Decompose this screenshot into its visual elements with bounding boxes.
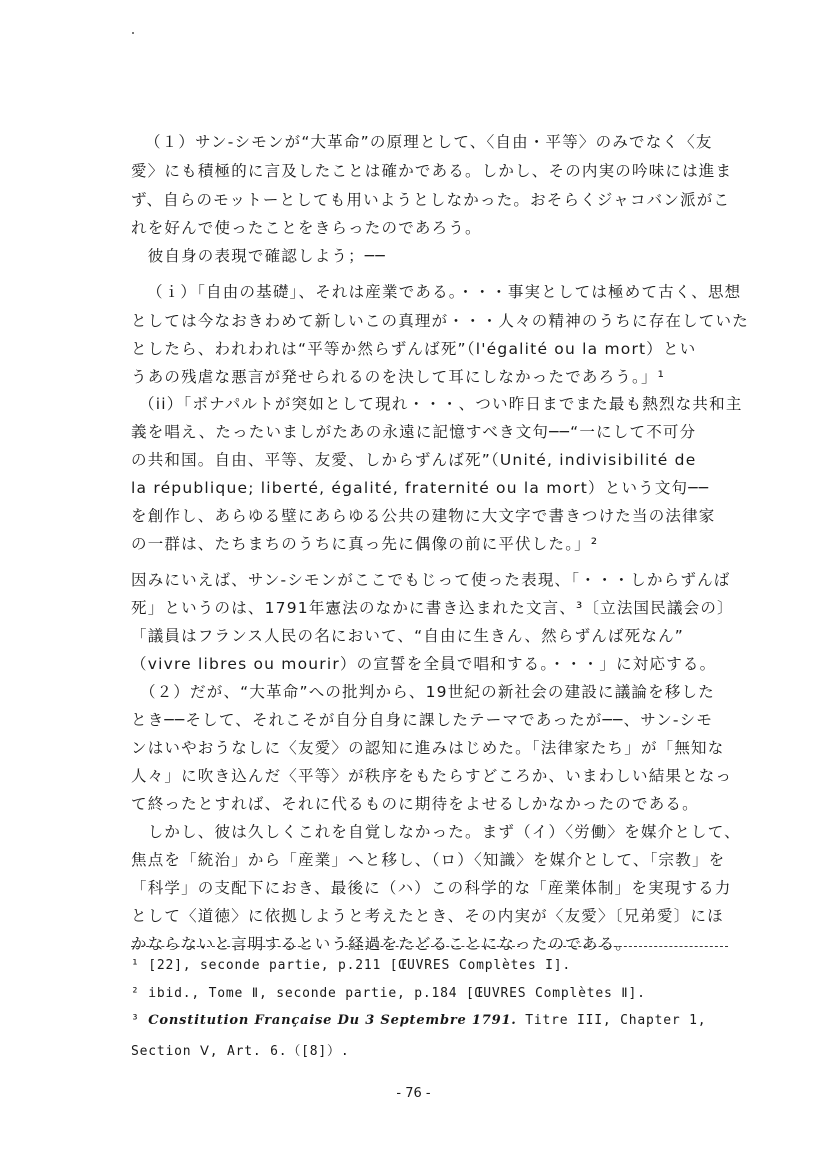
body-line: ず、自らのモットーとしても用いようとしなかった。おそらくジャコバン派がこ xyxy=(131,191,731,209)
body-line: （１）サン-シモンが“大革命”の原理として、〈自由・平等〉のみでなく〈友 xyxy=(145,133,713,151)
quote-line: （ii）「ボナパルトが突如として現れ・・・、つい昨日までまた最も熱烈な共和主 xyxy=(139,395,743,413)
body-line: （vivre libres ou mourir）の宣誓を全員で唱和する。・・・」に対応する。 xyxy=(131,655,717,673)
footnote-2: ² ibid., Tome Ⅱ, seconde partie, p.184 [ŒUVRES Complètes Ⅱ]. xyxy=(131,986,646,1001)
body-line: 人々」に吹き込んだ〈平等〉が秩序をもたらすどころか、いまわしい結果となっ xyxy=(131,767,733,785)
body-line: 「議員はフランス人民の名において、“自由に生きん、然らずんば死なん” xyxy=(131,627,685,645)
body-line: 因みにいえば、サン-シモンがここでもじって使った表現、「・・・しからずんば xyxy=(131,571,731,589)
body-line: て終ったとすれば、それに代るものに期待をよせるしかなかったのである。 xyxy=(131,795,699,813)
body-line: れを好んで使ったことをきらったのであろう。 xyxy=(131,219,482,237)
body-line: 「科学」の支配下におき、最後に（ハ）この科学的な「産業体制」を実現する力 xyxy=(131,879,732,897)
body-line: 死」というのは、1791年憲法のなかに書き込まれた文言、³〔立法国民議会の〕 xyxy=(131,599,734,617)
body-line: 彼自身の表現で確認しよう；── xyxy=(131,247,386,265)
body-line: として〈道徳〉に依拠しようと考えたとき、その内実が〈友愛〉〔兄弟愛〕にほ xyxy=(131,907,724,925)
quote-line: の一群は、たちまちのうちに真っ先に偶像の前に平伏した。」² xyxy=(131,535,599,553)
quote-line: うあの残虐な悪言が発せられるのを決して耳にしなかったであろう。」¹ xyxy=(131,368,666,386)
body-line: しかし、彼は久しくこれを自覚しなかった。まず（イ）〈労働〉を媒介として、 xyxy=(131,823,741,841)
footnote-rule xyxy=(548,946,728,947)
quote-line: la république; liberté, égalité, fraternité ou la mort）という文句── xyxy=(131,479,710,497)
footnote-3-cont: Section Ⅴ, Art. 6.（[8]）. xyxy=(131,1044,350,1059)
quote-line: としては今なおきわめて新しいこの真理が・・・人々の精神のうちに存在していた xyxy=(131,312,749,330)
body-line: とき──そして、それこそが自分自身に課したテーマであったが──、サン-シモ xyxy=(131,711,714,729)
footnote-3-title: Constitution Française Du 3 Septembre 1791. xyxy=(148,1013,517,1028)
body-line: 愛〉にも積極的に言及したことは確かである。しかし、その内実の吟味には進ま xyxy=(131,162,733,180)
quote-line: の共和国。自由、平等、友愛、しからずんば死”（Unité, indivisibilité de xyxy=(131,451,697,469)
body-line: ンはいやおうなしに〈友愛〉の認知に進みはじめた。「法律家たち」が「無知な xyxy=(131,739,725,757)
quote-line: （ｉ）「自由の基礎」、それは産業である。・・・事実としては極めて古く、思想 xyxy=(147,283,742,301)
quote-line: を創作し、あらゆる壁にあらゆる公共の建物に大文字で書きつけた当の法律家 xyxy=(131,507,716,525)
footnote-3-ref: Titre III, Chapter 1, xyxy=(525,1013,707,1028)
footnote-3 xyxy=(131,1013,706,1028)
footnote-3-marker: ³ xyxy=(131,1013,140,1028)
footnote-rule xyxy=(340,946,520,947)
page-number: - 76 - xyxy=(396,1086,431,1101)
body-line: かならないと言明するという経過をたどることになったのである。 xyxy=(131,935,633,953)
body-line: （２）だが、“大革命”への批判から、19世紀の新社会の建設に議論を移した xyxy=(131,683,715,701)
quote-line: としたら、われわれは“平等か然らずんば死”（l'égalité ou la mort）とい xyxy=(131,340,697,358)
footnote-1: ¹ [22], seconde partie, p.211 [ŒUVRES Complètes I]. xyxy=(131,958,571,973)
body-line: 焦点を「統治」から「産業」へと移し、（ロ）〈知識〉を媒介として、「宗教」を xyxy=(131,851,726,869)
footnote-rule xyxy=(131,946,311,947)
quote-line: 義を唱え、たったいましがたあの永遠に記憶すべき文句──“一にして不可分 xyxy=(131,423,697,441)
scan-speck xyxy=(132,32,134,34)
